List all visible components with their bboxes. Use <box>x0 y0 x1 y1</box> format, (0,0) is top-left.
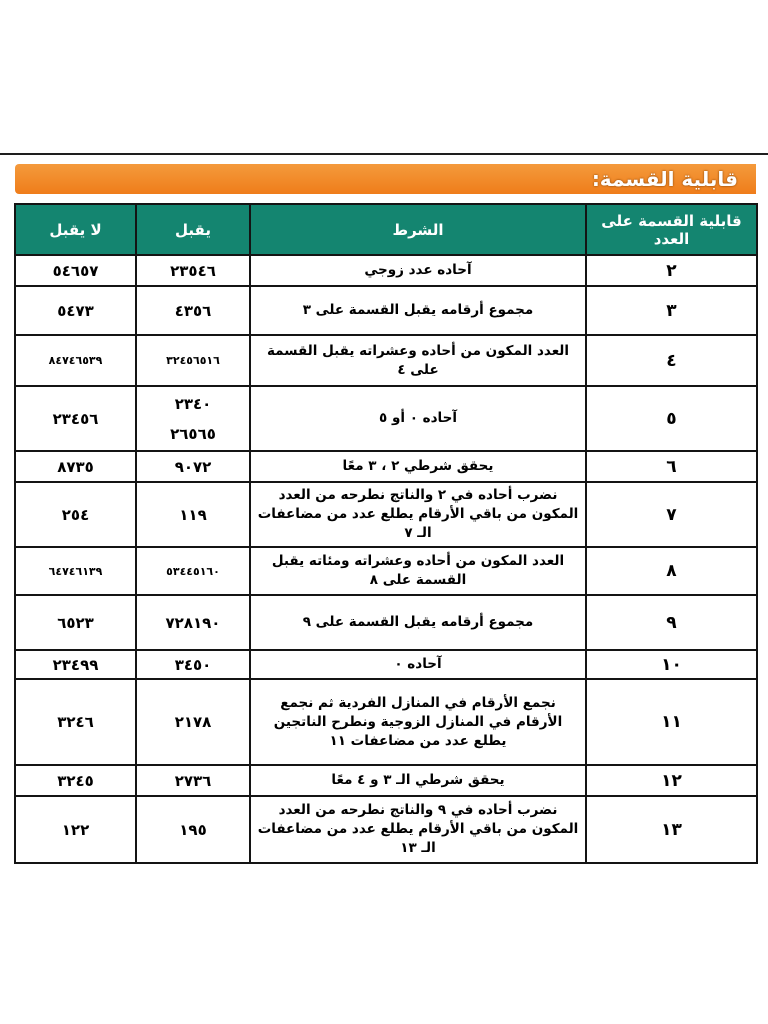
condition-cell: آحاده عدد زوجي <box>250 255 586 286</box>
accepts-cell: ١١٩ <box>136 482 250 547</box>
condition-cell: نضرب أحاده في ٢ والناتج نطرحه من العدد المكون من باقي الأرقام يطلع عدد من مضاعفات الـ ٧ <box>250 482 586 547</box>
table-row <box>15 386 757 451</box>
accepts-cell: ٢١٧٨ <box>136 679 250 765</box>
not-accepts-cell: ٣٢٤٦ <box>15 679 136 765</box>
accepts-value: ٢٣٤٠ <box>174 394 212 413</box>
header-not-accepts: لا يقبل <box>15 204 136 255</box>
condition-cell: يحقق شرطي ٢ ، ٣ معًا <box>250 451 586 482</box>
condition-cell: مجموع أرقامه يقبل القسمة على ٣ <box>250 286 586 335</box>
table-row <box>15 595 757 650</box>
not-accepts-cell: ٢٣٤٥٦ <box>15 386 136 451</box>
condition-cell: نجمع الأرقام في المنازل الفردية ثم نجمع الأرقام في المنازل الزوجية ونطرح الناتجين يطلع عدد من مضاعفات ١١ <box>250 679 586 765</box>
divisor-cell: ١٣ <box>586 796 757 863</box>
not-accepts-cell: ٦٥٢٣ <box>15 595 136 650</box>
divisor-cell: ٤ <box>586 335 757 386</box>
accepts-cell: ٢٧٣٦ <box>136 765 250 796</box>
page-title: قابلية القسمة: <box>591 167 738 191</box>
top-divider-line <box>0 153 768 155</box>
not-accepts-cell: ٥٤٧٣ <box>15 286 136 335</box>
not-accepts-cell: ٨٤٧٤٦٥٣٩ <box>15 335 136 386</box>
accepts-cell: ٩٠٧٢ <box>136 451 250 482</box>
table-row <box>15 335 757 386</box>
divisor-cell: ٧ <box>586 482 757 547</box>
header-accepts: يقبل <box>136 204 250 255</box>
not-accepts-cell: ٨٧٣٥ <box>15 451 136 482</box>
condition-cell: نضرب أحاده في ٩ والناتج نطرحه من العدد المكون من باقي الأرقام يطلع عدد من مضاعفات الـ ١٣ <box>250 796 586 863</box>
table-row <box>15 451 757 482</box>
not-accepts-cell: ٢٥٤ <box>15 482 136 547</box>
accepts-cell: ١٩٥ <box>136 796 250 863</box>
not-accepts-cell: ٢٣٤٩٩ <box>15 650 136 679</box>
divisor-cell: ١٠ <box>586 650 757 679</box>
divisor-cell: ٦ <box>586 451 757 482</box>
divisor-cell: ١٢ <box>586 765 757 796</box>
table-row <box>15 765 757 796</box>
condition-cell: العدد المكون من أحاده وعشراته ومئاته يقبل القسمة على ٨ <box>250 547 586 595</box>
divisibility-table <box>14 203 758 864</box>
table-row <box>15 286 757 335</box>
header-condition: الشرط <box>250 204 586 255</box>
header-divisibility: قابلية القسمة على العدد <box>586 204 757 255</box>
accepts-cell: ٣٢٤٥٦٥١٦ <box>136 335 250 386</box>
divisor-cell: ٥ <box>586 386 757 451</box>
accepts-value-2: ٢٦٥٦٥ <box>170 424 216 443</box>
table-row <box>15 482 757 547</box>
condition-cell: مجموع أرقامه يقبل القسمة على ٩ <box>250 595 586 650</box>
title-banner <box>15 164 756 194</box>
table-row <box>15 650 757 679</box>
divisor-cell: ٣ <box>586 286 757 335</box>
accepts-cell <box>136 386 250 451</box>
accepts-cell: ٤٣٥٦ <box>136 286 250 335</box>
not-accepts-cell: ٣٢٤٥ <box>15 765 136 796</box>
accepts-cell: ٢٣٥٤٦ <box>136 255 250 286</box>
table-header-row <box>15 204 757 255</box>
not-accepts-cell: ٥٤٦٥٧ <box>15 255 136 286</box>
not-accepts-cell: ٦٤٧٤٦١٣٩ <box>15 547 136 595</box>
divisor-cell: ٩ <box>586 595 757 650</box>
accepts-cell: ٥٣٤٤٥١٦٠ <box>136 547 250 595</box>
accepts-cell: ٣٤٥٠ <box>136 650 250 679</box>
condition-cell: العدد المكون من أحاده وعشراته يقبل القسمة على ٤ <box>250 335 586 386</box>
divisor-cell: ٢ <box>586 255 757 286</box>
table-row <box>15 796 757 863</box>
condition-cell: آحاده ٠ <box>250 650 586 679</box>
condition-cell: آحاده ٠ أو ٥ <box>250 386 586 451</box>
divisor-cell: ٨ <box>586 547 757 595</box>
table-row <box>15 547 757 595</box>
not-accepts-cell: ١٢٢ <box>15 796 136 863</box>
accepts-cell: ٧٢٨١٩٠ <box>136 595 250 650</box>
table-row <box>15 255 757 286</box>
divisor-cell: ١١ <box>586 679 757 765</box>
table-row <box>15 679 757 765</box>
condition-cell: يحقق شرطي الـ ٣ و ٤ معًا <box>250 765 586 796</box>
